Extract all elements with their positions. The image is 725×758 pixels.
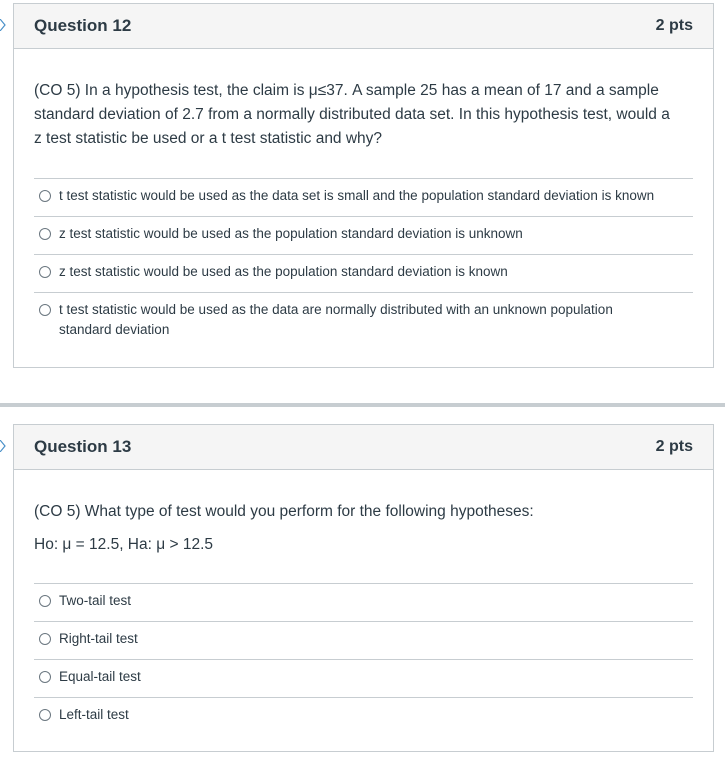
question-points: 2 pts [655, 17, 693, 34]
radio-button[interactable] [39, 595, 51, 607]
answer-option[interactable] [34, 292, 693, 354]
question-title: Question 12 [34, 16, 132, 35]
question-text-line: standard deviation of 2.7 from a normally distributed data set. In this hypothesis test, would a [34, 106, 670, 123]
answer-label[interactable]: z test statistic would be used as the population standard deviation is unknown [59, 226, 523, 241]
answer-option[interactable] [34, 583, 693, 621]
question-separator [0, 403, 725, 407]
radio-button[interactable] [39, 190, 51, 202]
question-text [34, 470, 693, 583]
question-text-line: Ho: μ = 12.5, Ha: μ > 12.5 [34, 536, 213, 553]
question-text-line: (CO 5) In a hypothesis test, the claim is μ≤37. A sample 25 has a mean of 17 and a sample [34, 82, 659, 99]
answer-option[interactable] [34, 254, 693, 292]
question-text-line: (CO 5) What type of test would you perform for the following hypotheses: [34, 503, 534, 520]
answer-label[interactable]: t test statistic would be used as the data set is small and the population standard deviation is known [59, 188, 655, 203]
answer-label[interactable]: z test statistic would be used as the population standard deviation is known [59, 264, 508, 279]
question-text [34, 49, 693, 178]
question-text-line: z test statistic be used or a t test statistic and why? [34, 130, 383, 147]
radio-button[interactable] [39, 709, 51, 721]
radio-button[interactable] [39, 228, 51, 240]
answer-option[interactable] [34, 178, 693, 216]
answer-option[interactable] [34, 659, 693, 697]
answer-list [34, 178, 693, 354]
answer-label[interactable]: Left-tail test [59, 707, 129, 722]
question-arrow-icon [0, 19, 6, 31]
question-arrow-icon [0, 440, 6, 452]
answer-option[interactable] [34, 697, 693, 735]
answer-label[interactable]: Right-tail test [59, 631, 138, 646]
answer-label[interactable]: Two-tail test [59, 593, 132, 608]
radio-button[interactable] [39, 633, 51, 645]
question-header [14, 425, 713, 470]
answer-option[interactable] [34, 216, 693, 254]
radio-button[interactable] [39, 266, 51, 278]
radio-button[interactable] [39, 304, 51, 316]
radio-button[interactable] [39, 671, 51, 683]
question-points: 2 pts [655, 438, 693, 455]
question-13-card [13, 424, 714, 752]
answer-option[interactable] [34, 621, 693, 659]
answer-list [34, 583, 693, 735]
question-header [14, 4, 713, 49]
answer-label[interactable]: Equal-tail test [59, 669, 141, 684]
answer-label[interactable]: t test statistic would be used as the data are normally distributed with an unknown population standard deviation [59, 302, 613, 337]
question-title: Question 13 [34, 437, 132, 456]
question-12-card [13, 3, 714, 368]
